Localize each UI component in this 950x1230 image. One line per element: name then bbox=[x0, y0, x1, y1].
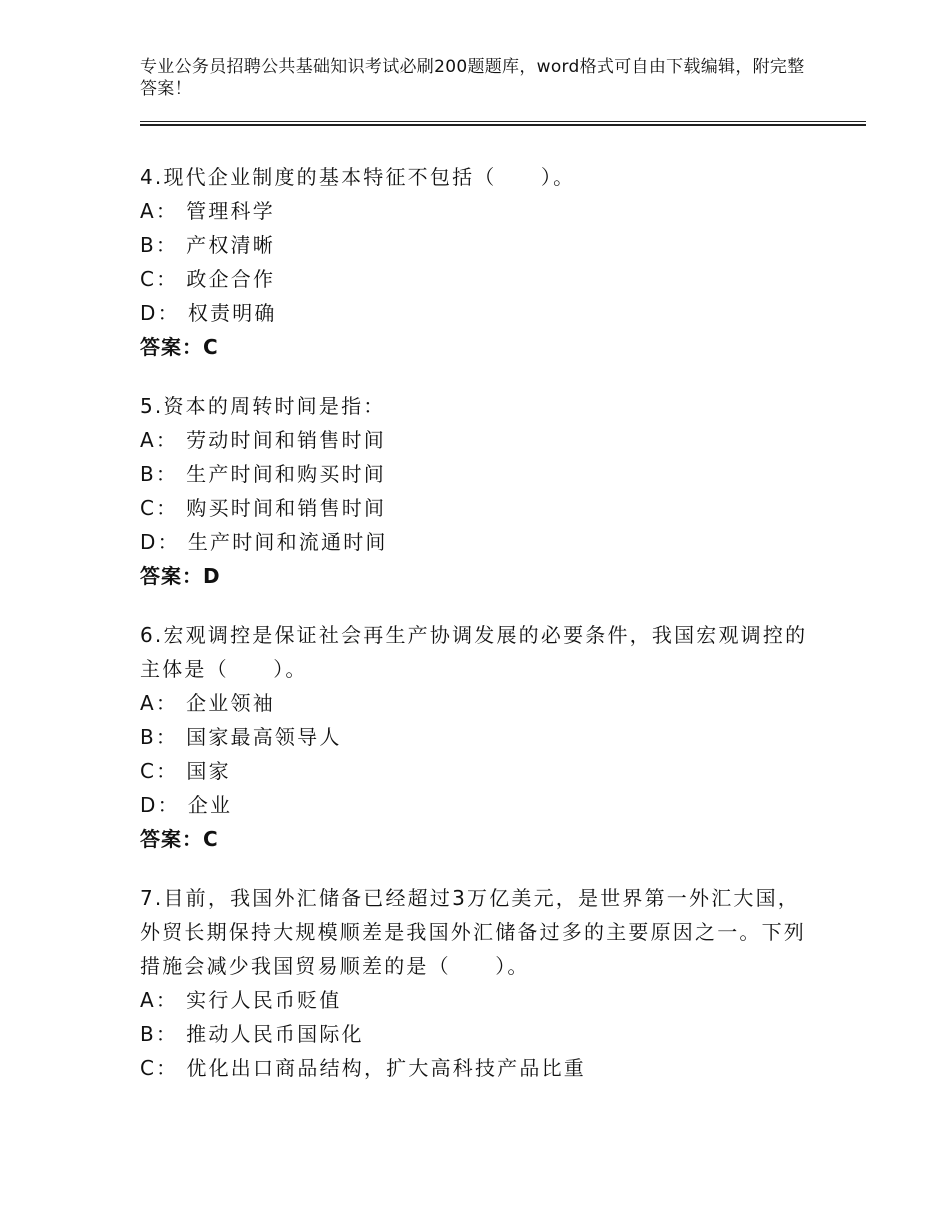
option-d bbox=[140, 296, 800, 330]
answer-label: 答案：C bbox=[140, 335, 219, 359]
option-letter: D： bbox=[140, 530, 180, 554]
option-text: 国家最高领导人 bbox=[186, 725, 342, 749]
option-letter: A： bbox=[140, 199, 179, 223]
option-c bbox=[140, 754, 800, 788]
option-b bbox=[140, 1017, 800, 1051]
question-stem-line: 外贸长期保持大规模顺差是我国外汇储备过多的主要原因之一。下列 bbox=[140, 920, 806, 944]
header-divider-top bbox=[140, 121, 866, 122]
option-a bbox=[140, 423, 800, 457]
option-text: 企业 bbox=[187, 793, 233, 817]
option-letter: A： bbox=[140, 988, 179, 1012]
header-divider-bottom bbox=[140, 124, 866, 126]
option-text: 生产时间和购买时间 bbox=[186, 462, 386, 486]
document-header: 专业公务员招聘公共基础知识考试必刷200题题库，word格式可自由下载编辑，附完整答案！ bbox=[140, 57, 805, 99]
option-c bbox=[140, 491, 800, 525]
option-b bbox=[140, 228, 800, 262]
question-stem-line: 措施会减少我国贸易顺差的是（ ）。 bbox=[140, 954, 530, 978]
question-6 bbox=[140, 618, 808, 856]
option-text: 企业领袖 bbox=[186, 691, 275, 715]
question-stem-line: 主体是（ ）。 bbox=[140, 657, 308, 681]
question-stem: 5.资本的周转时间是指： bbox=[140, 394, 386, 418]
question-7 bbox=[140, 881, 806, 1085]
option-a bbox=[140, 686, 800, 720]
option-letter: D： bbox=[140, 301, 180, 325]
option-letter: B： bbox=[140, 233, 179, 257]
question-5 bbox=[140, 389, 800, 593]
option-letter: C： bbox=[140, 267, 179, 291]
option-letter: A： bbox=[140, 428, 179, 452]
answer-label: 答案：C bbox=[140, 827, 219, 851]
option-text: 购买时间和销售时间 bbox=[186, 496, 387, 520]
option-text: 管理科学 bbox=[186, 199, 275, 223]
option-a bbox=[140, 983, 800, 1017]
question-stem: 4.现代企业制度的基本特征不包括（ ）。 bbox=[140, 165, 576, 189]
option-letter: B： bbox=[140, 725, 179, 749]
option-text: 优化出口商品结构，扩大高科技产品比重 bbox=[186, 1056, 586, 1080]
question-list bbox=[140, 160, 808, 1110]
option-letter: C： bbox=[140, 1056, 179, 1080]
option-letter: D： bbox=[140, 793, 180, 817]
answer-label: 答案：D bbox=[140, 564, 221, 588]
option-text: 产权清晰 bbox=[186, 233, 275, 257]
option-text: 权责明确 bbox=[187, 301, 277, 325]
option-b bbox=[140, 457, 800, 491]
option-c bbox=[140, 1051, 800, 1085]
option-d bbox=[140, 788, 800, 822]
option-letter: A： bbox=[140, 691, 179, 715]
option-letter: B： bbox=[140, 1022, 179, 1046]
option-text: 政企合作 bbox=[186, 267, 276, 291]
question-4 bbox=[140, 160, 800, 364]
option-text: 劳动时间和销售时间 bbox=[186, 428, 386, 452]
option-text: 生产时间和流通时间 bbox=[187, 530, 388, 554]
option-b bbox=[140, 720, 800, 754]
question-stem-line: 6.宏观调控是保证社会再生产协调发展的必要条件，我国宏观调控的 bbox=[140, 623, 808, 647]
option-d bbox=[140, 525, 800, 559]
question-stem-line: 7.目前，我国外汇储备已经超过3万亿美元，是世界第一外汇大国， bbox=[140, 886, 801, 910]
option-text: 国家 bbox=[186, 759, 231, 783]
option-text: 实行人民币贬值 bbox=[186, 988, 342, 1012]
option-a bbox=[140, 194, 800, 228]
option-text: 推动人民币国际化 bbox=[186, 1022, 364, 1046]
option-c bbox=[140, 262, 800, 296]
option-letter: C： bbox=[140, 759, 179, 783]
option-letter: B： bbox=[140, 462, 179, 486]
option-letter: C： bbox=[140, 496, 179, 520]
